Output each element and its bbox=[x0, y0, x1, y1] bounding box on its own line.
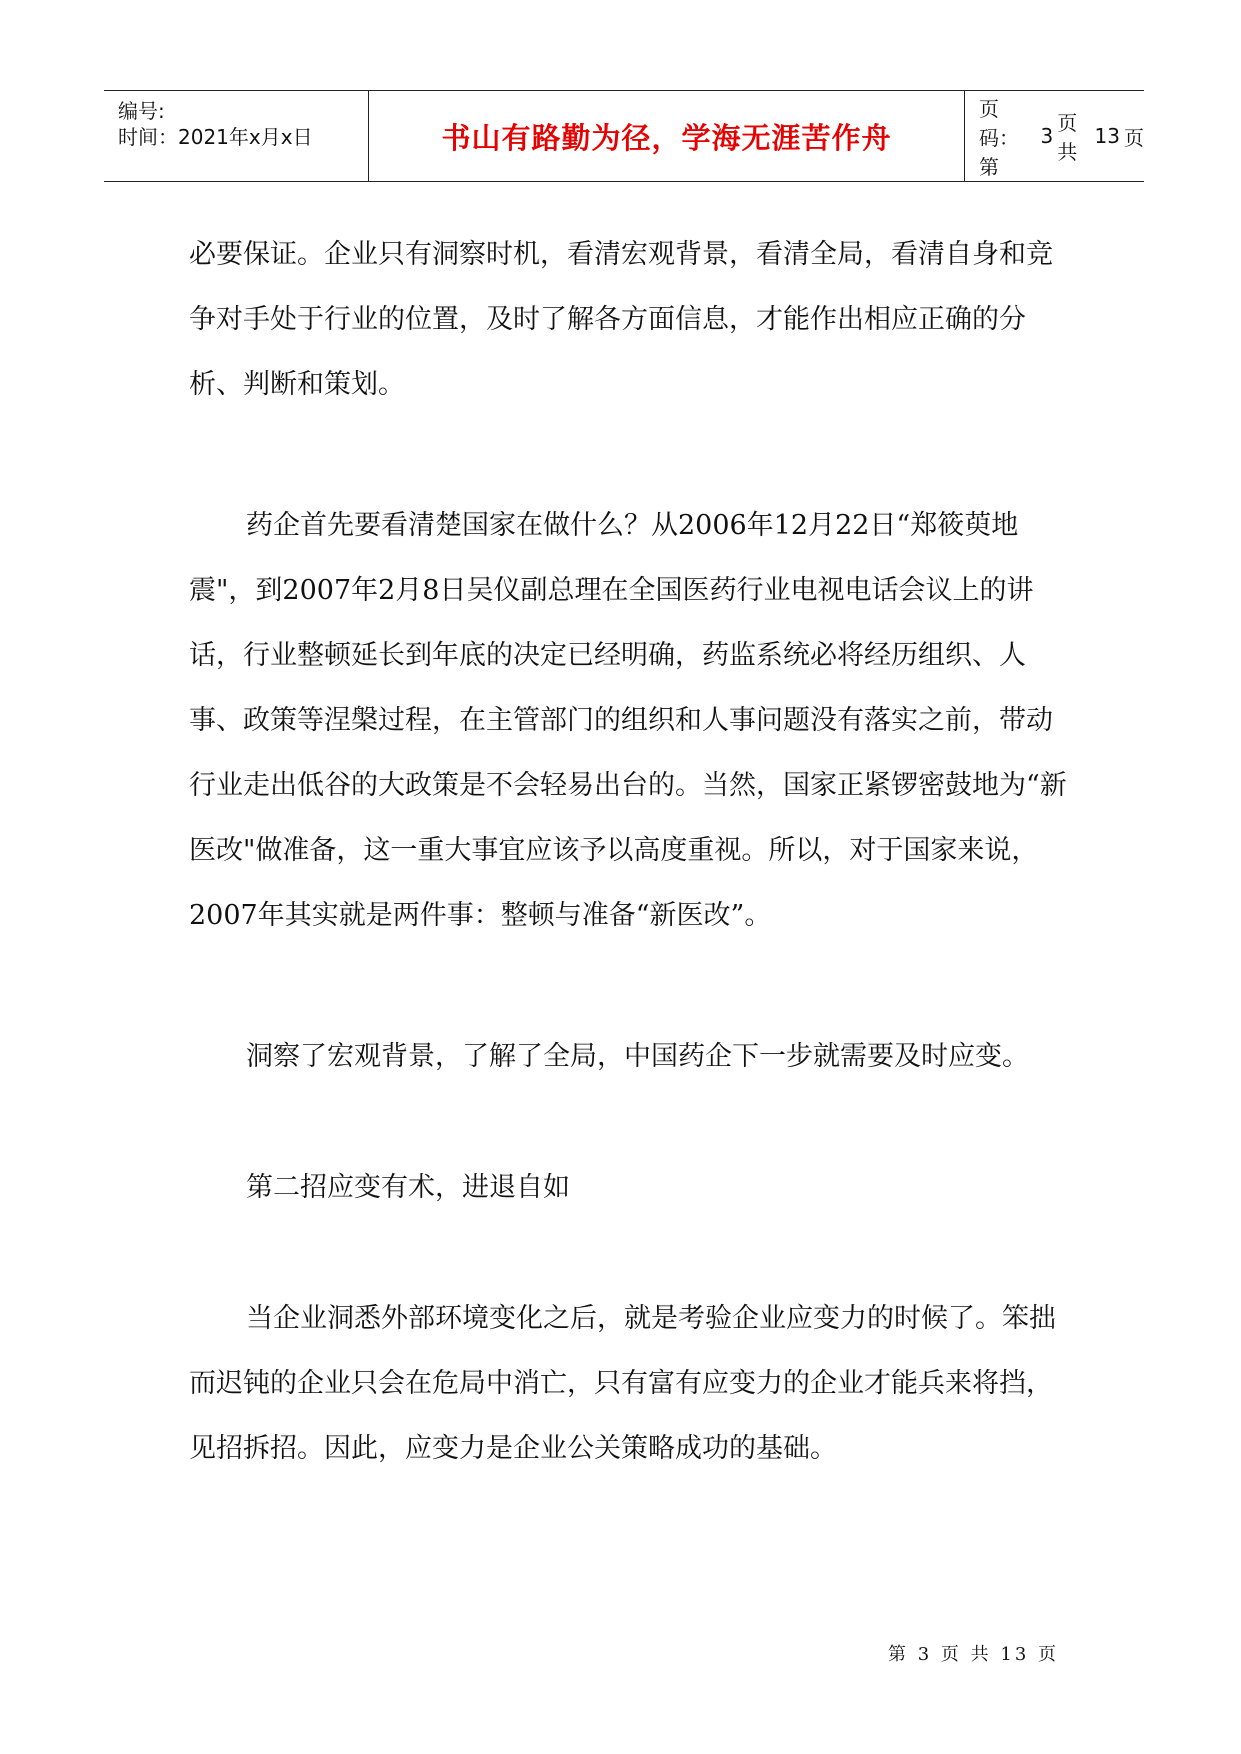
page-prefix: 页码：第 bbox=[979, 96, 1019, 179]
page-mid: 页 共 bbox=[1057, 111, 1078, 164]
page-suffix: 页 bbox=[1124, 125, 1144, 150]
header-motto-cell bbox=[369, 91, 965, 181]
paragraph: 洞察了宏观背景，了解了全局，中国药企下一步就需要及时应变。 bbox=[246, 1041, 1029, 1072]
document-header bbox=[104, 90, 1144, 182]
header-page-cell bbox=[965, 91, 1144, 181]
page-current: 3 bbox=[1040, 124, 1054, 148]
header-info-cell bbox=[104, 91, 369, 181]
page-total: 13 bbox=[1094, 124, 1120, 148]
document-body bbox=[189, 222, 1069, 1481]
section-heading: 第二招应变有术，进退自如 bbox=[246, 1172, 570, 1203]
paragraph: 必要保证。企业只有洞察时机，看清宏观背景，看清全局，看清自身和竞争对手处于行业的位置，及时了解各方面信息，才能作出相应正确的分析、判断和策划。 bbox=[189, 239, 1053, 400]
header-motto: 书山有路勤为径，学海无涯苦作舟 bbox=[441, 120, 892, 155]
paragraph: 当企业洞悉外部环境变化之后，就是考验企业应变力的时候了。笨拙而迟钝的企业只会在危局中消亡，只有富有应变力的企业才能兵来将挡，见招拆招。因此，应变力是企业公关策略成功的基础。 bbox=[189, 1303, 1056, 1464]
paragraph: 药企首先要看清楚国家在做什么？从2006年12月22日“郑筱萸地震"，到2007年2月8日吴仪副总理在全国医药行业电视电话会议上的讲话，行业整顿延长到年底的决定已经明确，药监系统必将经历组织、人事、政策等涅槃过程，在主管部门的组织和人事问题没有落实之前，带动行业走出低谷的大政策是不会轻易出台的。当然，国家正紧锣密鼓地为“新医改"做准备，这一重大事宜应该予以高度重视。所以，对于国家来说，2007年其实就是两件事：整顿与准备“新医改”。 bbox=[189, 510, 1067, 931]
time-label: 时间：2021年x月x日 bbox=[118, 125, 313, 149]
page-footer: 第 3 页 共 13 页 bbox=[888, 1644, 1059, 1665]
serial-number-label: 编号: bbox=[118, 99, 165, 123]
